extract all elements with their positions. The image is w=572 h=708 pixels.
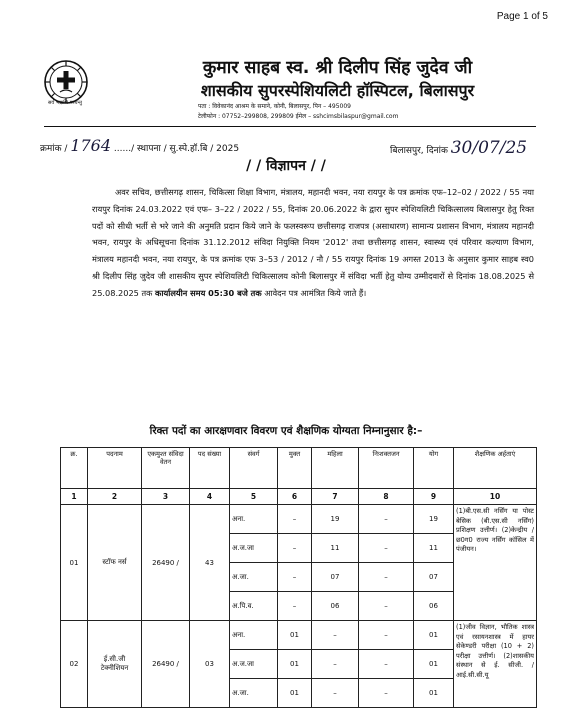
header-post-count: पद संख्या: [190, 448, 230, 489]
body-text-part1: अवर सचिव, छत्तीसगढ़ शासन, चिकित्सा शिक्षा विभाग, मंत्रालय, महानदी भवन, नया रायपुर के पत्र क्रमांक एफ–12–02 / 2022 / 55 नया रायपुर दिनांक 24.03.2022 एवं एफ– 3–22 / 2022 / 55, दिनांक 20.06.2022 के द्वारा सुपर स्पेशियलिटी चिकित्सालय बिलासपुर हेतु रिक्त पदों को सीधी भर्ती से भरे जाने की अनुमति प्रदान किये जाने के फलस्वरूप छत्तीसगढ़ राजपत्र (असाधारण) सामान्य प्रशासन विभाग, मंत्रालय महानदी भवन, रायपुर के अधिसूचना दिनांक 31.12.2012 संविदा नियुक्ति नियम '2012' तथा छत्तीसगढ़ शासन, स्वास्थ्य एवं परिवार कल्याण विभाग, मंत्रालय महानदी भवन, नया रायपुर, के पत्र क्रमांक एफ 3–53 / 2012 / नौ / 55 रायपुर दिनांक 19 अगस्त 2013 के अनुसार कुमार साहब स्व0 श्री दिलीप सिंह जुदेव जी शासकीय सुपर स्पेशियलिटी चिकित्सालय कोनी बिलासपुर में संविदा भर्ती हेतु योग्य उम्मीदवारों से दिनांक 18.08.2025 से 25.08.2025 तक: [92, 187, 534, 298]
female-cell: 06: [312, 592, 359, 621]
category-cell: अना.: [230, 505, 278, 534]
header-total: योग: [414, 448, 454, 489]
column-number: 9: [414, 489, 454, 505]
qualification-cell: (1)जीव विज्ञान, भौतिक शास्त्र एवं रसायनशास्त्र में हायर सेकेण्डरी परीक्षा (10 + 2) परीक्षा उत्तीर्ण। (2)शासकीय संस्थान से ई. सीजी. / आई.सी.सी.यू: [454, 621, 537, 708]
header-disabled: निःशक्तजन: [359, 448, 414, 489]
female-cell: –: [312, 679, 359, 708]
disabled-cell: –: [359, 505, 414, 534]
hospital-name-line1: कुमार साहब स्व. श्री दिलीप सिंह जुदेव जी: [202, 58, 473, 78]
female-cell: –: [312, 621, 359, 650]
category-cell: अ.जा.: [230, 679, 278, 708]
header-divider: [44, 126, 536, 127]
open-cell: –: [278, 592, 312, 621]
column-number: 6: [278, 489, 312, 505]
contact-line: टेलीफोन : 07752–299808, 299809 ईमेल – sshcimsbilaspur@gmail.com: [198, 113, 399, 120]
column-number: 10: [454, 489, 537, 505]
header-salary: एकमुश्त संविदा वेतन: [142, 448, 190, 489]
body-text-deadline: कार्यालयीन समय 05:30 बजे तक: [155, 287, 262, 298]
total-cell: 07: [414, 563, 454, 592]
total-cell: 06: [414, 592, 454, 621]
header-sno: क्र.: [61, 448, 88, 489]
post-count: 03: [190, 621, 230, 708]
female-cell: 11: [312, 534, 359, 563]
category-cell: अ.जा.: [230, 563, 278, 592]
disabled-cell: –: [359, 592, 414, 621]
date-handwritten-value: 30/07/25: [450, 138, 528, 158]
open-cell: –: [278, 505, 312, 534]
category-cell: अना.: [230, 621, 278, 650]
post-name: ई.सी.जी टेक्नीशियन: [88, 621, 142, 708]
table-row: [61, 505, 537, 534]
open-cell: 01: [278, 621, 312, 650]
hospital-name-line2: शासकीय सुपरस्पेशियलिटी हॉस्पिटल, बिलासपुर: [200, 81, 475, 100]
female-cell: 07: [312, 563, 359, 592]
category-cell: अ.ज.जा: [230, 650, 278, 679]
reference-prefix: क्रमांक /: [40, 144, 68, 154]
post-salary: 26490 /: [142, 621, 190, 708]
category-cell: अ.पि.व.: [230, 592, 278, 621]
column-number: 4: [190, 489, 230, 505]
total-cell: 01: [414, 650, 454, 679]
header-post-name: पदनाम: [88, 448, 142, 489]
total-cell: 19: [414, 505, 454, 534]
total-cell: 01: [414, 621, 454, 650]
qualification-cell: (1)बी.एस.सी नर्सिंग या पोस्ट बेसिक (बी.एस.सी नर्सिंग) प्रशिक्षण उत्तीर्ण। (2)केन्द्रीय / छ0ग0 राज्य नर्सिंग कॉसिल में पंजीयन।: [454, 505, 537, 621]
open-cell: –: [278, 563, 312, 592]
notice-title: / / विज्ञापन / /: [246, 158, 326, 174]
reference-suffix: ....../ स्थापना / सु.स्पे.हॉ.बि / 2025: [113, 144, 240, 154]
table-row: [61, 621, 537, 650]
column-number: 1: [61, 489, 88, 505]
post-salary: 26490 /: [142, 505, 190, 621]
column-number-row: [61, 489, 537, 505]
category-cell: अ.ज.जा: [230, 534, 278, 563]
disabled-cell: –: [359, 679, 414, 708]
post-count: 43: [190, 505, 230, 621]
disabled-cell: –: [359, 650, 414, 679]
date-prefix: बिलासपुर, दिनांक: [390, 146, 448, 156]
female-cell: –: [312, 650, 359, 679]
vacancy-table: [60, 447, 537, 708]
column-number: 5: [230, 489, 278, 505]
disabled-cell: –: [359, 621, 414, 650]
issue-date: [390, 138, 527, 158]
body-paragraph: [92, 184, 534, 302]
logo-caption: सर्व भद्राणि पश्यन्तु: [48, 100, 82, 106]
open-cell: 01: [278, 650, 312, 679]
column-number: 8: [359, 489, 414, 505]
open-cell: 01: [278, 679, 312, 708]
address-line: पता : विवेकानंद आश्रम के समाने, कोनी, बिलासपुर, पिन – 495009: [198, 103, 351, 110]
header-female: महिला: [312, 448, 359, 489]
total-cell: 01: [414, 679, 454, 708]
total-cell: 11: [414, 534, 454, 563]
post-name: स्टॉफ नर्स: [88, 505, 142, 621]
disabled-cell: –: [359, 563, 414, 592]
header-open: मुक्त: [278, 448, 312, 489]
column-number: 7: [312, 489, 359, 505]
header-qualification: शैक्षणिक अर्हताएं: [454, 448, 537, 489]
post-sno: 01: [61, 505, 88, 621]
column-number: 2: [88, 489, 142, 505]
column-number: 3: [142, 489, 190, 505]
body-text-part2: आवेदन पत्र आमंत्रित किये जाते हैं।: [264, 287, 367, 298]
reference-handwritten-number: 1764: [70, 136, 112, 155]
post-sno: 02: [61, 621, 88, 708]
disabled-cell: –: [359, 534, 414, 563]
reference-number: [40, 136, 239, 155]
female-cell: 19: [312, 505, 359, 534]
open-cell: –: [278, 534, 312, 563]
page-number: Page 1 of 5: [496, 11, 548, 22]
header-category: संवर्ग: [230, 448, 278, 489]
table-heading: रिक्त पदों का आरक्षणवार विवरण एवं शैक्षणिक योग्यता निम्नानुसार है:–: [149, 425, 423, 437]
